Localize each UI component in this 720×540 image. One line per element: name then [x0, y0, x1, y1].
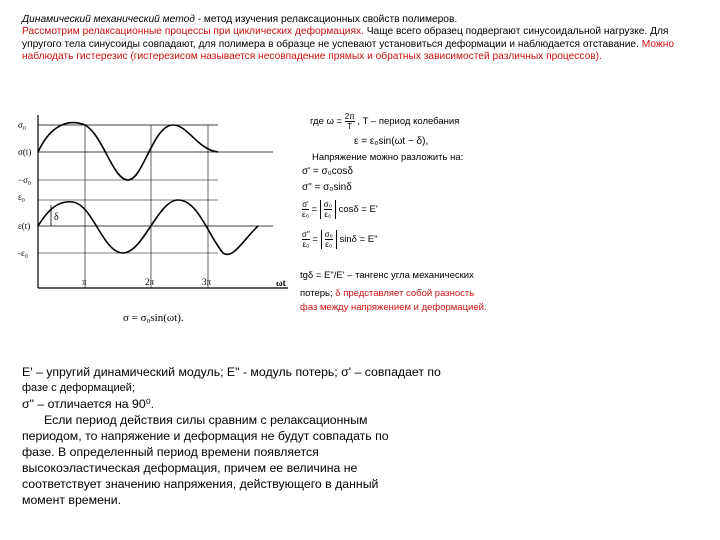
- omega-num: 2π: [344, 112, 355, 121]
- edouble-inner-num: σ₀: [324, 230, 333, 239]
- sine-graph: [18, 110, 293, 300]
- eprime-inner-den: ε₀: [324, 210, 332, 219]
- x-axis-label: ωt: [276, 278, 286, 288]
- omega-den: T: [347, 122, 353, 131]
- tg-formula: tgδ = E"/E': [300, 270, 345, 281]
- bottom-line-7: высокоэластическая деформация, причем ее величина не: [22, 461, 358, 475]
- bottom-line-4: Если период действия силы сравним с релаксационным: [44, 413, 368, 427]
- bottom-line-9: момент времени.: [22, 493, 122, 507]
- tick-2pi: 2π: [145, 277, 155, 287]
- formula-tg: [300, 270, 474, 282]
- tick-3pi: 3π: [202, 277, 212, 287]
- formula-omega: [310, 112, 459, 131]
- formula-e-double: $\frac{\sigma"}{\text{ε₀}}$ = $\frac{\text{σ₀}}{\text{ε₀}}$ sinδ = E": [302, 230, 378, 249]
- formula-decompose: Напряжение можно разложить на:: [312, 152, 464, 163]
- label-sigma0: σ₀: [18, 120, 26, 130]
- bottom-text: [22, 364, 522, 508]
- edouble-inner-den: ε₀: [325, 240, 333, 249]
- intro-title-rest: - метод изучения релаксационных свойств полимеров.: [194, 14, 458, 25]
- eprime-den: ε₀: [302, 210, 309, 219]
- label-sigma-t: σ(t): [18, 147, 32, 157]
- eprime-result: cosδ = E': [338, 204, 378, 216]
- bottom-line-6: фазе. В определенный период времени появляется: [22, 445, 319, 459]
- formula-epsilon: ε = ε₀sin(ωt − δ),: [354, 136, 429, 147]
- eprime-inner-num: σ₀: [323, 200, 332, 209]
- intro-p1-red: Рассмотрим релаксационные процессы при циклических деформациях.: [22, 26, 364, 38]
- omega-frac: [345, 112, 355, 131]
- bottom-line-2: фазе с деформацией;: [22, 382, 135, 394]
- delta-label: δ: [54, 212, 59, 223]
- label-eps0: ε₀: [18, 192, 25, 202]
- omega-prefix: где ω =: [310, 116, 343, 128]
- formula-sigma-prime: σ' = σ₀cosδ: [302, 166, 353, 177]
- epsilon-curve: [38, 200, 258, 254]
- intro-p1-black: Чаще всего образец подвергают синусоидальной нагрузке. Для упругого тела синусоиды совпадают, для полимера в образце не успевают установиться деформации и наблюдается отставание.: [22, 26, 669, 50]
- eprime-num: σ': [302, 200, 309, 209]
- formula-e-prime: $\frac{\sigma'}{\text{ε₀}}$ = $\frac{\text{σ₀}}{\text{ε₀}}$ cosδ = E': [302, 200, 378, 219]
- tick-pi: π: [82, 277, 87, 287]
- sigma-curve: [38, 123, 218, 180]
- tg-text: – тангенс угла механических: [344, 270, 474, 281]
- intro-p2-red: Можно наблюдать гистерезис (гистерезисом называется несовпадение прямых и обратных зависимостей различных процессов).: [22, 38, 675, 62]
- formula-sigma-double: σ" = σ₀sinδ: [302, 182, 352, 193]
- bottom-line-1: E' – упругий динамический модуль; E" - модуль потерь; σ' – совпадает по: [22, 365, 441, 379]
- edouble-num: σ": [302, 230, 310, 239]
- omega-suffix: , T – период колебания: [357, 116, 460, 128]
- label-eps-t: ε(t): [18, 221, 31, 231]
- intro-text: [22, 14, 702, 63]
- bottom-line-8: соответствует значению напряжения, действующего в данный: [22, 477, 379, 491]
- edouble-result: sinδ = E": [339, 234, 378, 246]
- bottom-line-5: периодом, то напряжение и деформация не будут совпадать по: [22, 429, 389, 443]
- formula-phase: фаз между напряжением и деформацией.: [300, 302, 487, 313]
- intro-title: Динамический механический метод: [22, 14, 195, 25]
- bottom-line-3: σ" – отличается на 90⁰.: [22, 397, 155, 411]
- sigma-equation: σ = σ₀sin(ωt).: [123, 312, 184, 324]
- edouble-den: ε₀: [302, 240, 310, 249]
- label-neg-eps0: -ε₀: [18, 248, 28, 258]
- formula-loss: [300, 288, 474, 300]
- label-neg-sigma0: −σ₀: [18, 175, 32, 185]
- loss-black: потерь;: [300, 288, 336, 299]
- loss-red: δ представляет собой разность: [335, 288, 475, 299]
